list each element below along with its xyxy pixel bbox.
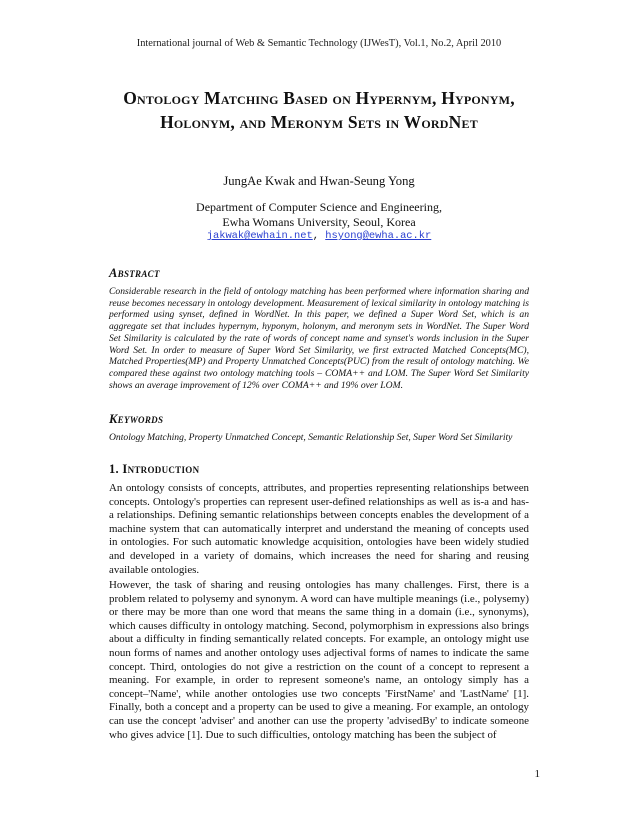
email-separator: , <box>312 230 319 242</box>
university: Ewha Womans University, Seoul, Korea <box>222 214 416 229</box>
introduction-heading: 1. Introduction <box>109 462 200 476</box>
introduction-paragraph-1: An ontology consists of concepts, attributes, and properties representing relationships between concepts. Ontology's properties can represent user-defined relationships as well as is-a and has-a relationships. Defining semantic relationships between concepts enables the development of a machine system that can automatically interpret and understand the meaning of concepts used in ontologies. For such automatic knowledge acquisition, ontologies have been widely studied and developed in a variety of domains, which increases the need for sharing and reusing available ontologies. <box>109 482 529 576</box>
introduction-paragraph-2: However, the task of sharing and reusing ontologies has many challenges. First, there is a problem related to polysemy and synonym. A word can have multiple meanings (i.e., polysemy) or there may be more than one word that means the same thing in a domain (i.e., synonyms), which causes difficulty in ontology matching. Second, polymorphism in expressions also brings about a difficulty in finding semantically related concepts. For example, an ontology might use noun forms of names and another ontology uses adjectival forms of names to indicate the same concept. Third, ontologies do not give a restriction on the count of a concept to represent a meaning. For example, in order to represent someone's name, an ontology simply has a concept–'Name', while another ontologies use two concepts 'FirstName' and 'LastName' [1]. Finally, both a concept and a property can be used to give a meaning. For example, an ontology can use the concept 'adviser' and another can use the property 'advisedBy' to indicate someone who gives advice [1]. Due to such difficulties, ontology matching has been the subject of <box>109 579 529 741</box>
department: Department of Computer Science and Engineering, <box>196 200 442 214</box>
running-header: International journal of Web & Semantic Technology (IJWesT), Vol.1, No.2, April 2010 <box>136 38 502 49</box>
authors: JungAe Kwak and Hwan-Seung Yong <box>223 174 415 188</box>
abstract-heading: Abstract <box>109 266 160 280</box>
keywords-heading: Keywords <box>109 412 164 426</box>
email-link-2[interactable]: hsyong@ewha.ac.kr <box>325 230 432 242</box>
page-number: 1 <box>534 768 540 780</box>
abstract-text: Considerable research in the field of ontology matching has been performed where information sharing and reuse becomes necessary in ontology development. Measurement of lexical similarity in ontology matching is performed using synset, defined in WordNet. In this paper, we defined a Super Word Set, which is an aggregate set that includes hypernym, hyponym, holonym, and meronym sets in WordNet. The Super Word Set Similarity is calculated by the rate of words of concept name and synset's words inclusion in the Super Word Set. In order to measure of Super Word Set Similarity, we first extracted Matched Concepts(MC), Matched Properties(MP) and Property Unmatched Concepts(PUC) from the result of ontology matching. We compared these against two ontology matching tools – COMA++ and LOM. The Super Word Set Similarity shows an average improvement of 12% over COMA++ and 19% over LOM. <box>109 286 529 391</box>
affiliation <box>0 200 638 244</box>
paper-title: Ontology Matching Based on Hypernym, Hyponym, Holonym, and Meronym Sets in WordNet <box>123 88 515 132</box>
keywords-text: Ontology Matching, Property Unmatched Concept, Semantic Relationship Set, Super Word Set Similarity <box>109 432 513 443</box>
email-link-1[interactable]: jakwak@ewhain.net <box>206 230 313 242</box>
email-line <box>0 229 638 244</box>
